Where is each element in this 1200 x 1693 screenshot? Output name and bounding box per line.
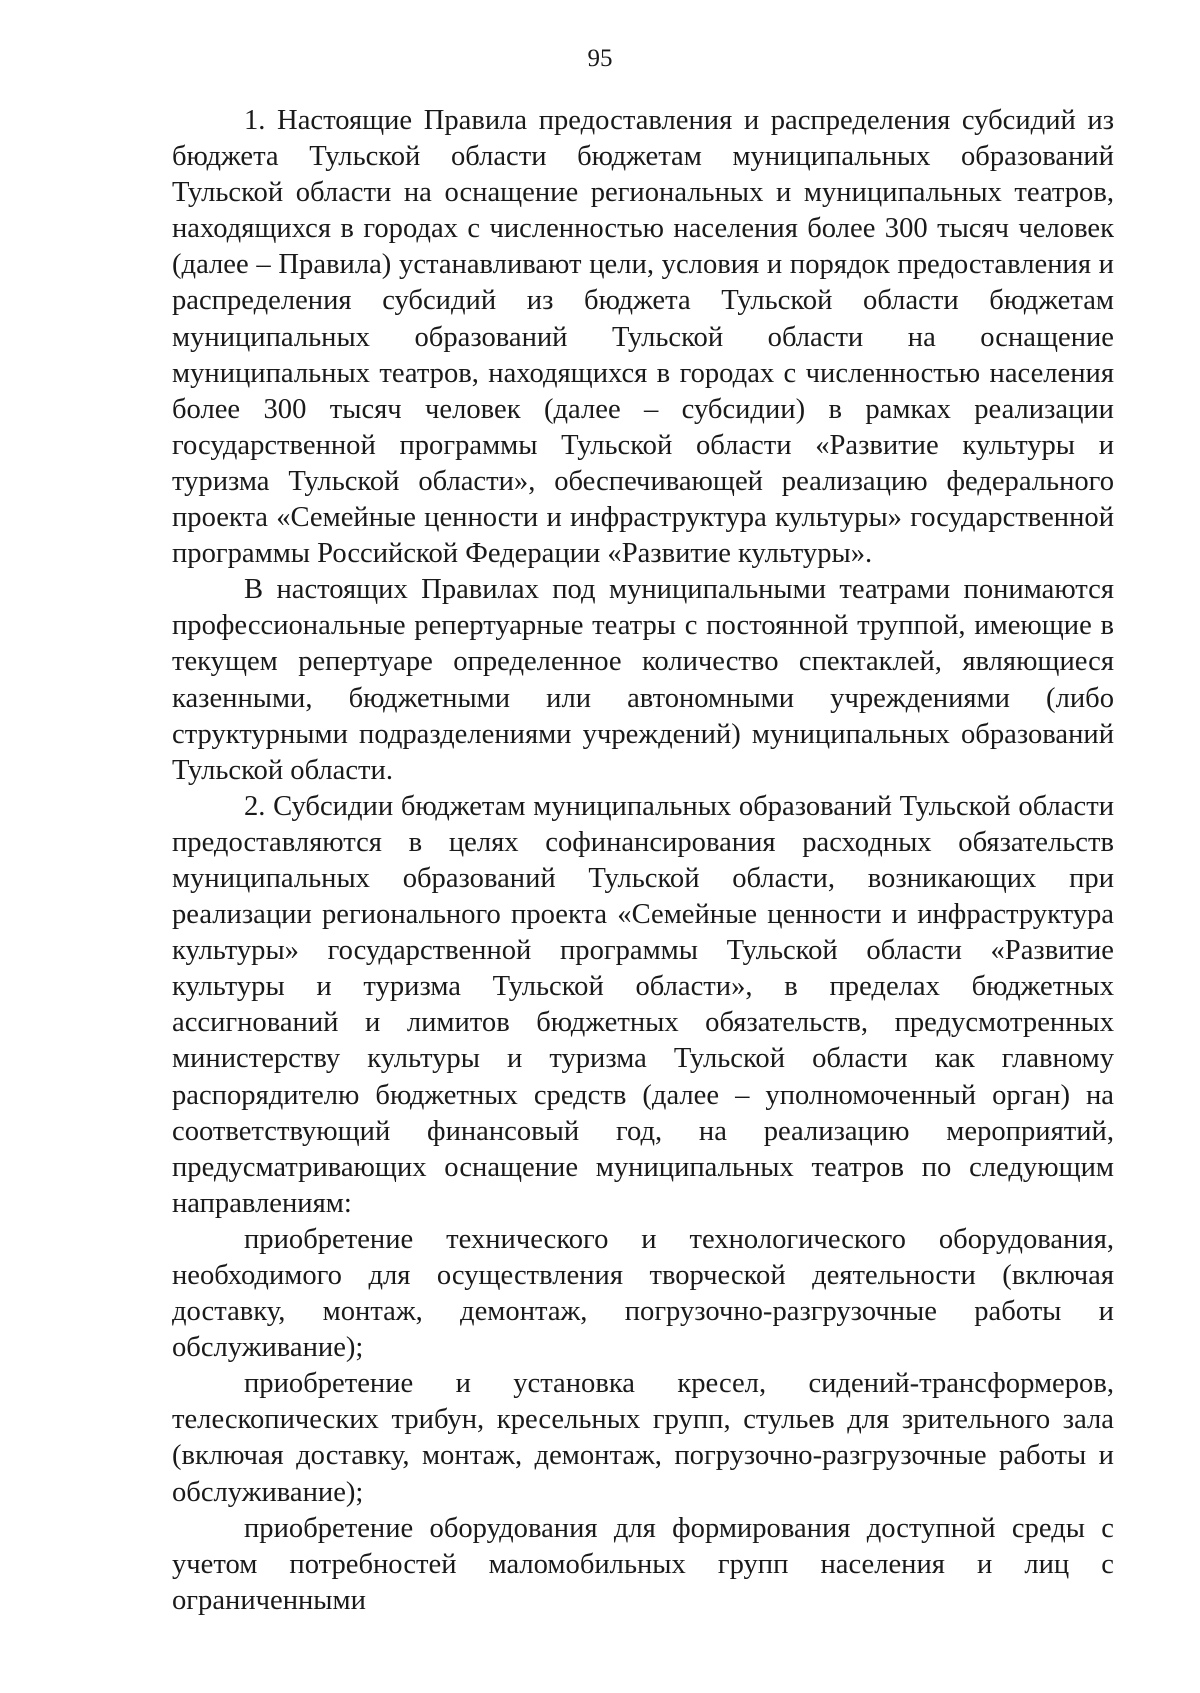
paragraph-2: В настоящих Правилах под муниципальными театрами понимаются профессиональные репертуарные театры с постоянной труппой, имеющие в текущем репертуаре определенное количество спектаклей, являющиеся казенными, бюджетными или автономными учреждениями (либо структурными подразделениями учреждений) муниципальных образований Тульской области. (172, 574, 1114, 786)
paragraph-6: приобретение оборудования для формирования доступной среды с учетом потребностей маломобильных групп населения и лиц с ограниченными (172, 1512, 1114, 1616)
paragraph-5: приобретение и установка кресел, сидений-трансформеров, телескопических трибун, кресельных групп, стульев для зрительного зала (включая доставку, монтаж, демонтаж, погрузочно-разгрузочные работы и обслуживание); (172, 1368, 1114, 1508)
page-number: 95 (587, 45, 613, 72)
document-body (172, 103, 1114, 1619)
paragraph-3: 2. Субсидии бюджетам муниципальных образований Тульской области предоставляются в целях софинансирования расходных обязательств муниципальных образований Тульской области, возникающих при реализации регионального проекта «Семейные ценности и инфраструктура культуры» государственной программы Тульской области «Развитие культуры и туризма Тульской области», в пределах бюджетных ассигнований и лимитов бюджетных обязательств, предусмотренных министерству культуры и туризма Тульской области как главному распорядителю бюджетных средств (далее – уполномоченный орган) на соответствующий финансовый год, на реализацию мероприятий, предусматривающих оснащение муниципальных театров по следующим направлениям: (172, 790, 1114, 1219)
paragraph-4: приобретение технического и технологического оборудования, необходимого для осуществления творческой деятельности (включая доставку, монтаж, демонтаж, погрузочно-разгрузочные работы и обслуживание); (172, 1223, 1114, 1364)
paragraph-1: 1. Настоящие Правила предоставления и распределения субсидий из бюджета Тульской области бюджетам муниципальных образований Тульской области на оснащение региональных и муниципальных театров, находящихся в городах с численностью населения более 300 тысяч человек (далее – Правила) устанавливают цели, условия и порядок предоставления и распределения субсидий из бюджета Тульской области бюджетам муниципальных образований Тульской области на оснащение муниципальных театров, находящихся в городах с численностью населения более 300 тысяч человек (далее – субсидии) в рамках реализации государственной программы Тульской области «Развитие культуры и туризма Тульской области», обеспечивающей реализацию федерального проекта «Семейные ценности и инфраструктура культуры» государственной программы Российской Федерации «Развитие культуры». (172, 105, 1114, 570)
